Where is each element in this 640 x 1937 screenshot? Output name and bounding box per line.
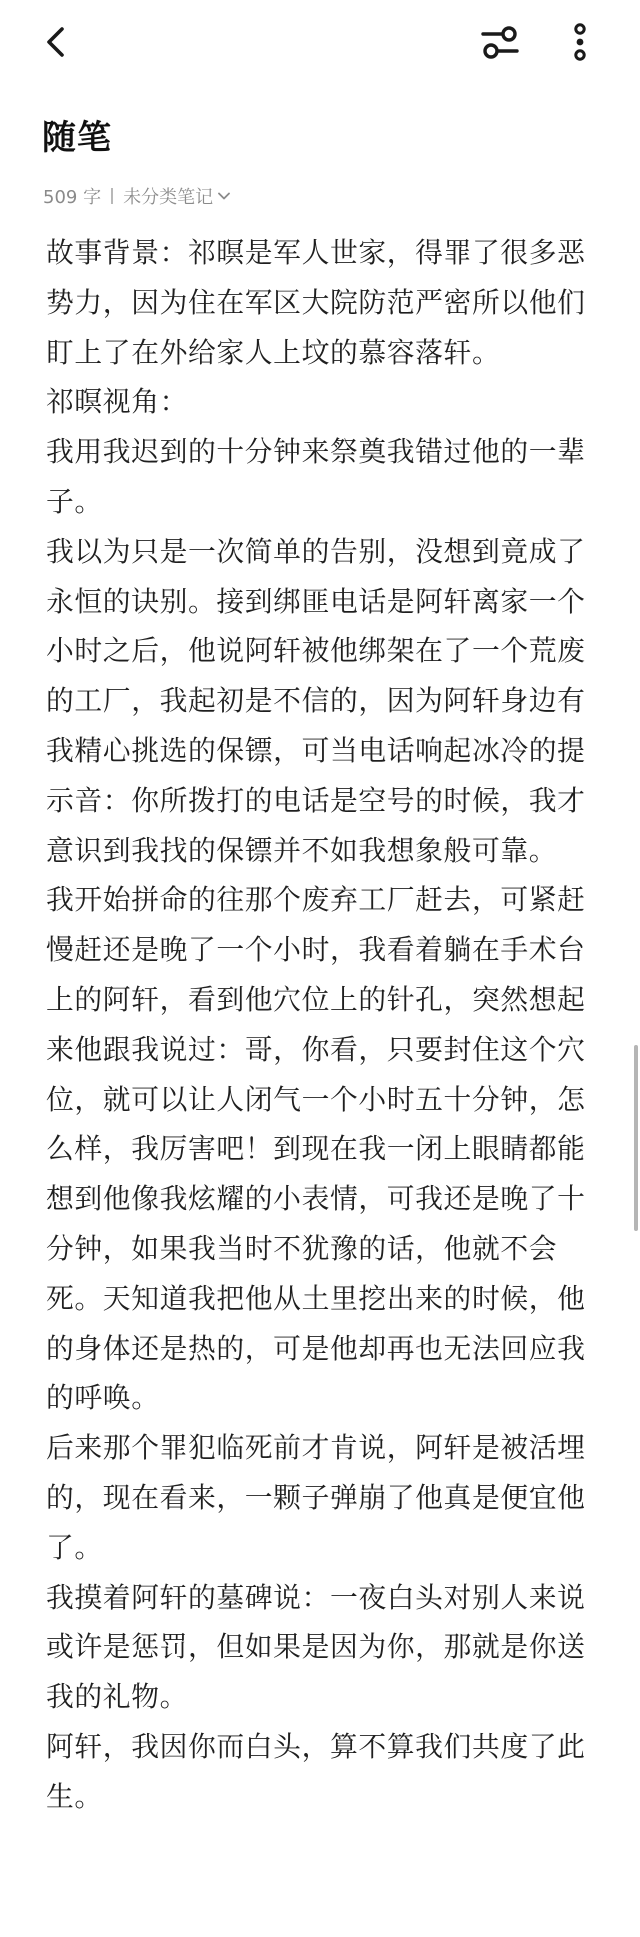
note-paragraph: 后来那个罪犯临死前才肯说，阿轩是被活埋的，现在看来，一颗子弹崩了他真是便宜他了。: [46, 1431, 586, 1564]
more-options-button[interactable]: [562, 18, 598, 66]
note-paragraph: 我以为只是一次简单的告别，没想到竟成了永恒的诀别。接到绑匪电话是阿轩离家一个小时之后，他说阿轩被他绑架在了一个荒废的工厂，我起初是不信的，因为阿轩身边有我精心挑选的保镖，可当电话响起冰冷的提示音：你所拨打的电话是空号的时候，我才意识到我找的保镖并不如我想象般可靠。: [46, 534, 586, 867]
back-button[interactable]: [36, 18, 76, 66]
note-paragraph: 祁暝视角：: [46, 385, 188, 419]
note-paragraph: 我摸着阿轩的墓碑说：一夜白头对别人来说或许是惩罚，但如果是因为你，那就是你送我的礼物。: [46, 1580, 586, 1714]
scrollbar[interactable]: [634, 1045, 638, 1231]
note-paragraph: 故事背景：祁暝是军人世家，得罪了很多恶势力，因为住在军区大院防范严密所以他们盯上了在外给家人上坟的慕容落轩。: [46, 236, 586, 369]
note-meta: [43, 184, 230, 208]
chevron-down-icon: [218, 192, 230, 200]
sliders-icon: [480, 23, 520, 61]
category-selector[interactable]: [123, 183, 230, 209]
more-vertical-icon: [572, 23, 588, 61]
chevron-left-icon: [44, 25, 68, 59]
note-title[interactable]: 随笔: [42, 118, 112, 158]
note-paragraph: 我开始拼命的往那个废弃工厂赶去，可紧赶慢赶还是晚了一个小时，我看着躺在手术台上的阿轩，看到他穴位上的针孔，突然想起来他跟我说过：哥，你看，只要封住这个穴位，就可以让人闭气一个小时五十分钟，怎么样，我厉害吧！到现在我一闭上眼睛都能想到他像我炫耀的小表情，可我还是晚了十分钟，如果我当时不犹豫的话，他就不会死。天知道我把他从土里挖出来的时候，他的身体还是热的，可是他却再也无法回应我的呼唤。: [46, 883, 586, 1415]
note-paragraph: 我用我迟到的十分钟来祭奠我错过他的一辈子。: [46, 435, 586, 518]
word-count: 509 字: [43, 187, 102, 208]
category-label: 未分类笔记: [123, 187, 214, 208]
note-paragraph: 阿轩，我因你而白头，算不算我们共度了此生。: [46, 1729, 586, 1813]
filter-button[interactable]: [476, 18, 524, 66]
note-body[interactable]: [46, 228, 602, 1822]
meta-divider: [111, 188, 113, 204]
top-toolbar: [0, 0, 640, 84]
